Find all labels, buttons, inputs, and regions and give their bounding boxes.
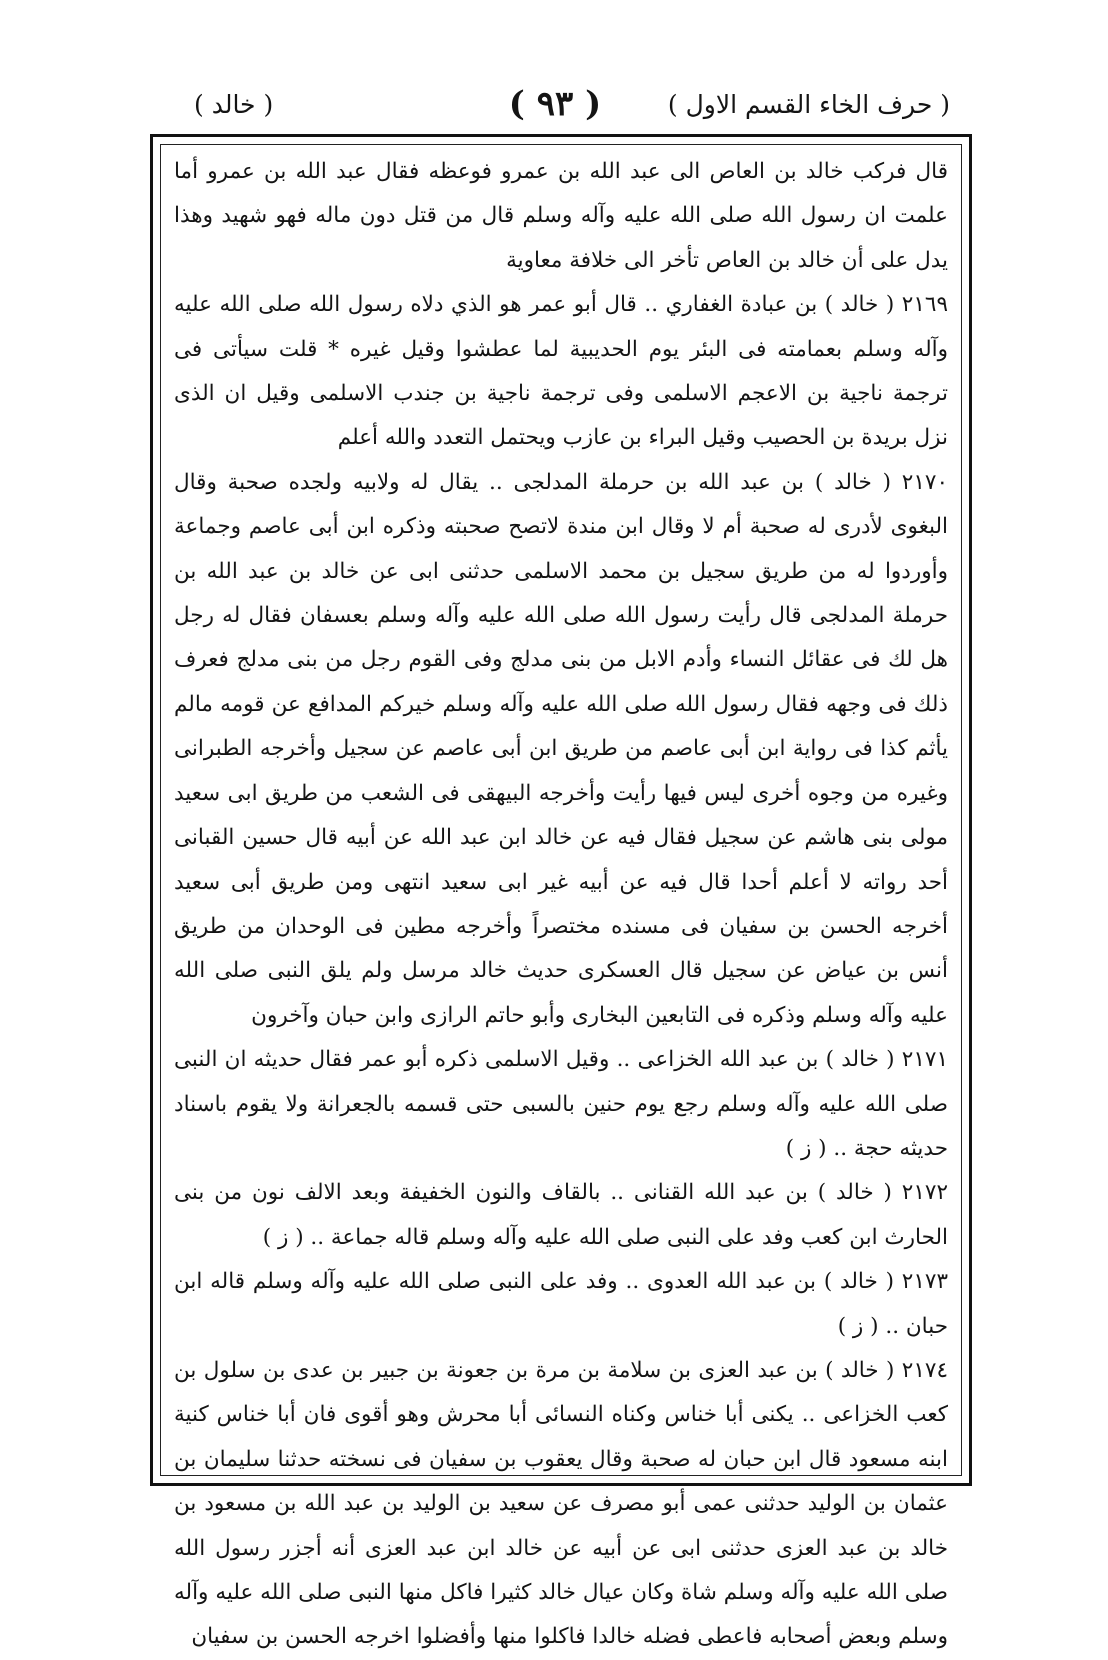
entry-2172: ٢١٧٢ ( خالد ) بن عبد الله القنانى .. بالقاف والنون الخفيفة وبعد الالف نون من بنى الحارث ابن كعب وفد على النبى صلى الله عليه وآله وسلم قاله جماعة .. ( ز ) — [174, 1180, 948, 1250]
entry-2169: ٢١٦٩ ( خالد ) بن عبادة الغفاري .. قال أبو عمر هو الذي دلاه رسول الله صلى الله عليه وآله وسلم بعمامته فى البئر يوم الحديبية لما عطشوا وقيل غيره * قلت سيأتى فى ترجمة ناجية بن الاعجم الاسلمى وفى ترجمة ناجية بن جندب الاسلمى وقيل ان الذى نزل بريدة بن الحصيب وقيل البراء بن عازب ويحتمل التعدد والله أعلم — [174, 292, 948, 451]
page-header — [160, 84, 950, 132]
paragraph-continuation: قال فركب خالد بن العاص الى عبد الله بن عمرو فوعظه فقال عبد الله بن عمرو أما علمت ان رسول الله صلى الله عليه وآله وسلم قال من قتل دون ماله فهو شهيد وهذا يدل على أن خالد بن العاص تأخر الى خلافة معاوية — [174, 159, 948, 273]
entry-2171: ٢١٧١ ( خالد ) بن عبد الله الخزاعى .. وقيل الاسلمى ذكره أبو عمر فقال حديثه ان النبى صلى الله عليه وآله وسلم رجع يوم حنين بالسبى حتى قسمه بالجعرانة ولا يقوم باسناد حديثه حجة .. ( ز ) — [174, 1047, 948, 1161]
entry-2170: ٢١٧٠ ( خالد ) بن عبد الله بن حرملة المدلجى .. يقال له ولابيه ولجده صحبة وقال البغوى لأدرى له صحبة أم لا وقال ابن مندة لاتصح صحبته وذكره ابن أبى عاصم وجماعة وأوردوا له من طريق سجيل بن محمد الاسلمى حدثنى ابى عن خالد بن عبد الله بن حرملة المدلجى قال رأيت رسول الله صلى الله عليه وآله وسلم بعسفان فقال له رجل هل لك فى عقائل النساء وأدم الابل من بنى مدلج وفى القوم رجل من بنى مدلج فعرف ذلك فى وجهه فقال رسول الله صلى الله عليه وآله وسلم خيركم المدافع عن قومه مالم يأثم كذا فى رواية ابن أبى عاصم من طريق ابن أبى عاصم عن سجيل وأخرجه الطبرانى وغيره من وجوه أخرى ليس فيها رأيت وأخرجه البيهقى فى الشعب من طريق ابى سعيد مولى بنى هاشم عن سجيل فقال فيه عن خالد ابن عبد الله عن أبيه قال حسين القبانى أحد رواته لا أعلم أحدا قال فيه عن أبيه غير ابى سعيد انتهى ومن طريق أبى سعيد أخرجه الحسن بن سفيان فى مسنده مختصراً وأخرجه مطين فى الوحدان من طريق أنس بن عياض عن سجيل قال العسكرى حديث خالد مرسل ولم يلق النبى صلى الله عليه وآله وسلم وذكره فى التابعين البخارى وأبو حاتم الرازى وابن حبان وآخرون — [174, 469, 948, 1028]
entry-heading: ( خالد ) — [194, 90, 274, 119]
body-text — [174, 150, 948, 1650]
entry-2173: ٢١٧٣ ( خالد ) بن عبد الله العدوى .. وفد على النبى صلى الله عليه وآله وسلم قاله ابن حبان .. ( ز ) — [174, 1269, 948, 1339]
chapter-heading: ( حرف الخاء القسم الاول ) — [667, 90, 950, 119]
entry-2174: ٢١٧٤ ( خالد ) بن عبد العزى بن سلامة بن مرة بن جعونة بن جبير بن عدى بن سلول بن كعب الخزاعى .. يكنى أبا خناس وكناه النسائى أبا محرش وهو أقوى فان أبا خناس كنية ابنه مسعود قال ابن حبان له صحبة وقال يعقوب بن سفيان فى نسخته حدثنا سليمان بن عثمان بن الوليد حدثنى عمى أبو مصرف عن سعيد بن الوليد بن عبد الله بن مسعود بن خالد بن عبد العزى حدثنى ابى عن أبيه عن خالد ابن عبد العزى أنه أجزر رسول الله صلى الله عليه وآله وسلم شاة وكان عيال خالد كثيرا فاكل منها النبى صلى الله عليه وآله وسلم وبعض أصحابه فاعطى فضله خالدا فاكلوا منها وأفضلوا اخرجه الحسن بن سفيان — [174, 1357, 948, 1650]
page-number: ( ٩٣ ) — [508, 84, 602, 124]
